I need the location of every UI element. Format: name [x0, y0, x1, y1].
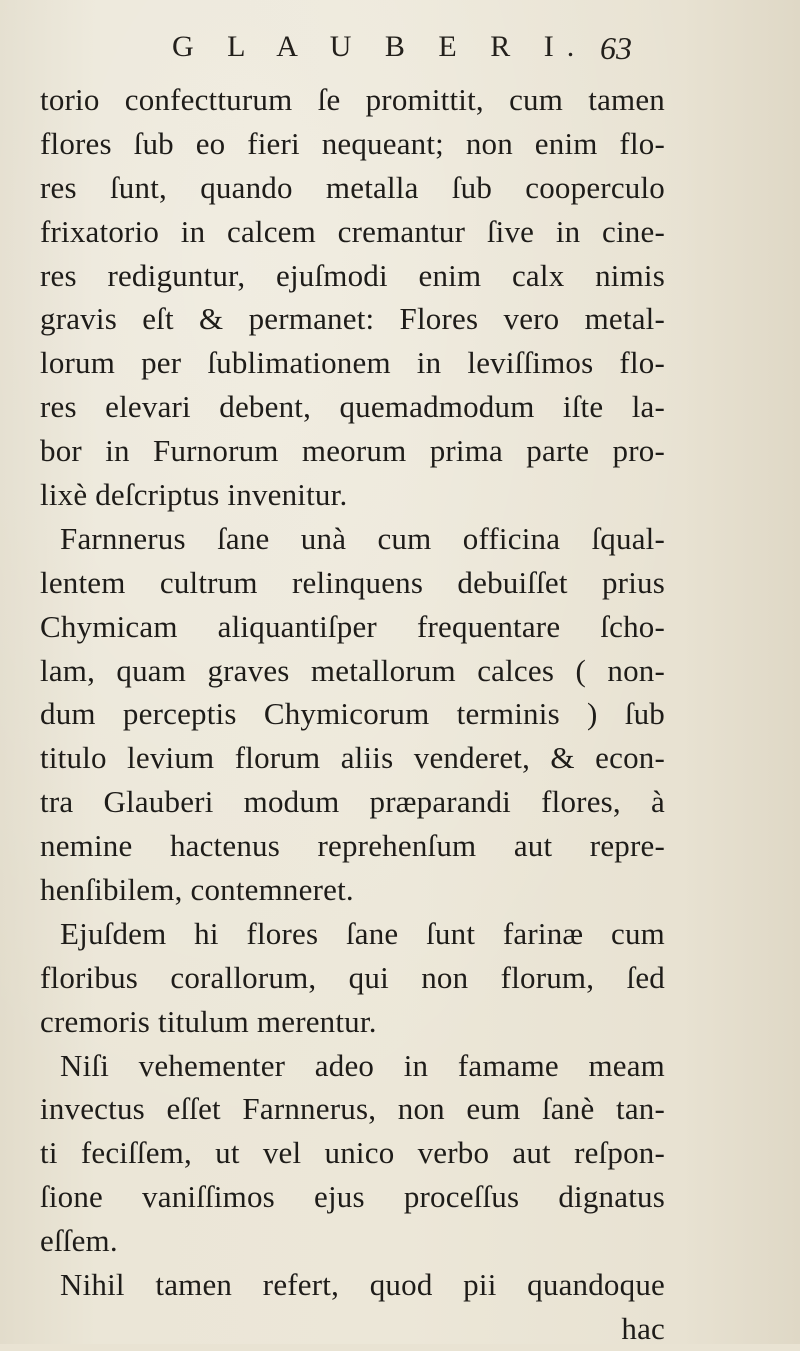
- text-line: res ſunt, quando metalla ſub cooperculo: [40, 169, 665, 205]
- text-line: lentem cultrum relinquens debuiſſet prius: [40, 564, 665, 600]
- text-line: res elevari debent, quemadmodum iſte la-: [40, 389, 665, 425]
- body-text: [40, 78, 665, 1351]
- catchword: hac: [621, 1310, 665, 1346]
- text-line: floribus corallorum, qui non florum, ſed: [40, 959, 665, 995]
- text-line: dum perceptis Chymicorum terminis ) ſub: [40, 696, 665, 732]
- text-line: tra Glauberi modum præparandi flores, à: [40, 784, 665, 820]
- text-line: lorum per ſublimationem in leviſſimos flo-: [40, 345, 665, 381]
- text-line: ſione vaniſſimos ejus proceſſus dignatus: [40, 1179, 665, 1215]
- paragraph-end-line: cremoris titulum merentur.: [40, 1003, 377, 1039]
- running-title: G L A U B E R I.: [172, 30, 588, 63]
- text-line: frixatorio in calcem cremantur ſive in cine-: [40, 213, 665, 249]
- running-head: [0, 24, 800, 74]
- paragraph-first-line: Ejuſdem hi flores ſane ſunt farinæ cum: [60, 915, 665, 951]
- paragraph-end-line: eſſem.: [40, 1223, 118, 1259]
- text-line: titulo levium florum aliis venderet, & econ-: [40, 740, 665, 776]
- text-line: Chymicam aliquantiſper frequentare ſcho-: [40, 608, 665, 644]
- paragraph-first-line: Niſi vehementer adeo in famame meam: [60, 1047, 665, 1083]
- text-line: invectus eſſet Farnnerus, non eum ſanè tan-: [40, 1091, 665, 1127]
- text-line: res rediguntur, ejuſmodi enim calx nimis: [40, 257, 665, 293]
- text-line: bor in Furnorum meorum prima parte pro-: [40, 433, 665, 469]
- paragraph-first-line: Farnnerus ſane unà cum officina ſqual-: [60, 520, 665, 556]
- text-line: lam, quam graves metallorum calces ( non-: [40, 652, 665, 688]
- text-line: nemine hactenus reprehenſum aut repre-: [40, 828, 665, 864]
- text-line: ti feciſſem, ut vel unico verbo aut reſpon-: [40, 1135, 665, 1171]
- text-line: torio confectturum ſe promittit, cum tamen: [40, 82, 665, 117]
- text-line: flores ſub eo fieri nequeant; non enim flo-: [40, 125, 665, 161]
- paragraph-end-line: henſibilem, contemneret.: [40, 872, 354, 908]
- page-number: 63: [600, 30, 632, 66]
- paragraph-end-line: lixè deſcriptus invenitur.: [40, 477, 348, 513]
- text-line: gravis eſt & permanet: Flores vero metal-: [40, 301, 665, 337]
- paragraph-first-line: Nihil tamen refert, quod pii quandoque: [60, 1267, 665, 1303]
